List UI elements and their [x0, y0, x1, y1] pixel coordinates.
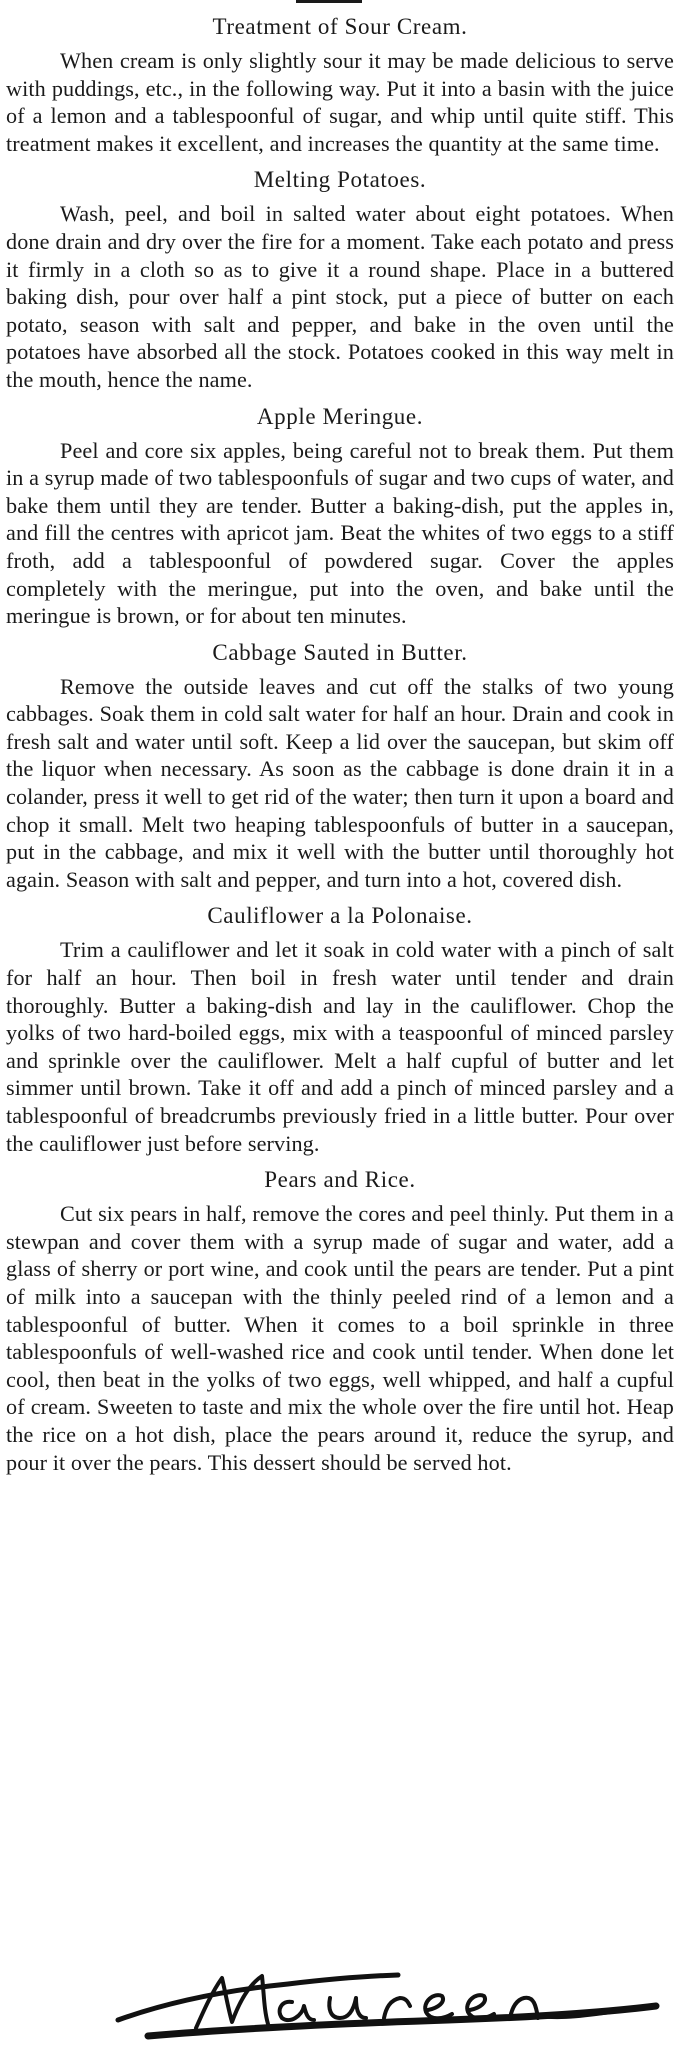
recipe-title: Cabbage Sauted in Butter.	[212, 639, 468, 665]
recipe-pears-and-rice	[6, 1165, 674, 1476]
signature-icon	[108, 1950, 668, 2050]
recipe-apple-meringue	[6, 402, 674, 630]
recipe-body: When cream is only slightly sour it may be made delicious to serve with puddings, etc., in the following way. Put it into a basin with the juice of a lemon and a tablespoonful of sugar, and whip until quite stiff. This treatment makes it excellent, and increases the quantity at the same time.	[6, 48, 674, 156]
recipe-cabbage-sauted	[6, 638, 674, 894]
recipe-title: Cauliflower a la Polonaise.	[207, 903, 473, 929]
recipe-body: Cut six pears in half, remove the cores and peel thinly. Put them in a stewpan and cover them with a syrup made of sugar and water, add a glass of sherry or port wine, and cook until the pears are tender. Put a pint of milk into a saucepan with the thinly peeled rind of a lemon and a tablespoonful of butter. When it comes to a boil sprinkle in three tablespoonfuls of well-washed rice and cook until tender. When done let cool, then beat in the yolks of two eggs, well whipped, and half a cupful of cream. Sweeten to taste and mix the whole over the fire until hot. Heap the rice on a hot dish, place the pears around it, reduce the syrup, and pour it over the pears. This dessert should be served hot.	[6, 1201, 674, 1475]
recipe-body: Peel and core six apples, being careful not to break them. Put them in a syrup made of two tablespoonfuls of sugar and two cups of water, and bake them until they are tender. Butter a baking-dish, put the apples in, and fill the centres with apricot jam. Beat the whites of two eggs to a stiff froth, add a tablespoonful of powdered sugar. Cover the apples completely with the meringue, put into the oven, and bake until the meringue is brown, or for about ten minutes.	[6, 437, 674, 629]
recipe-title: Melting Potatoes.	[253, 167, 427, 193]
recipe-body: Remove the outside leaves and cut off the stalks of two young cabbages. Soak them in cold salt water for half an hour. Drain and cook in fresh salt and water until soft. Keep a lid over the saucepan, but skim off the liquor when necessary. As soon as the cabbage is done drain it in a colander, press it well to get rid of the water; then turn it upon a board and chop it small. Melt two heaping tablespoonfuls of butter in a saucepan, put in the cabbage, and mix it well with the butter until thoroughly hot again. Season with salt and pepper, and turn into a hot, covered dish.	[6, 673, 674, 892]
recipe-title: Apple Meringue.	[256, 403, 424, 429]
top-rule	[296, 0, 362, 3]
recipe-sour-cream	[6, 12, 674, 157]
recipe-body: Trim a cauliflower and let it soak in cold water with a pinch of salt for half an hour. Then boil in fresh water until tender and drain thoroughly. Butter a baking-dish and lay in the cauliflower. Chop the yolks of two hard-boiled eggs, mix with a teaspoonful of minced parsley and sprinkle over the cauliflower. Melt a half cupful of butter and let simmer until brown. Take it off and add a pinch of minced parsley and a tablespoonful of breadcrumbs previously fried in a little butter. Pour over the cauliflower just before serving.	[6, 937, 674, 1156]
recipe-title: Pears and Rice.	[264, 1167, 416, 1193]
recipe-melting-potatoes	[6, 165, 674, 393]
recipe-title: Treatment of Sour Cream.	[212, 14, 468, 39]
recipe-cauliflower-polonaise	[6, 901, 674, 1157]
recipe-column	[6, 12, 674, 1484]
recipe-body: Wash, peel, and boil in salted water about eight potatoes. When done drain and dry over the fire for a moment. Take each potato and press it firmly in a cloth so as to give it a round shape. Place in a buttered baking dish, pour over half a pint stock, put a piece of butter on each potato, season with salt and pepper, and bake in the oven until the potatoes have absorbed all the stock. Potatoes cooked in this way melt in the mouth, hence the name.	[6, 201, 674, 392]
